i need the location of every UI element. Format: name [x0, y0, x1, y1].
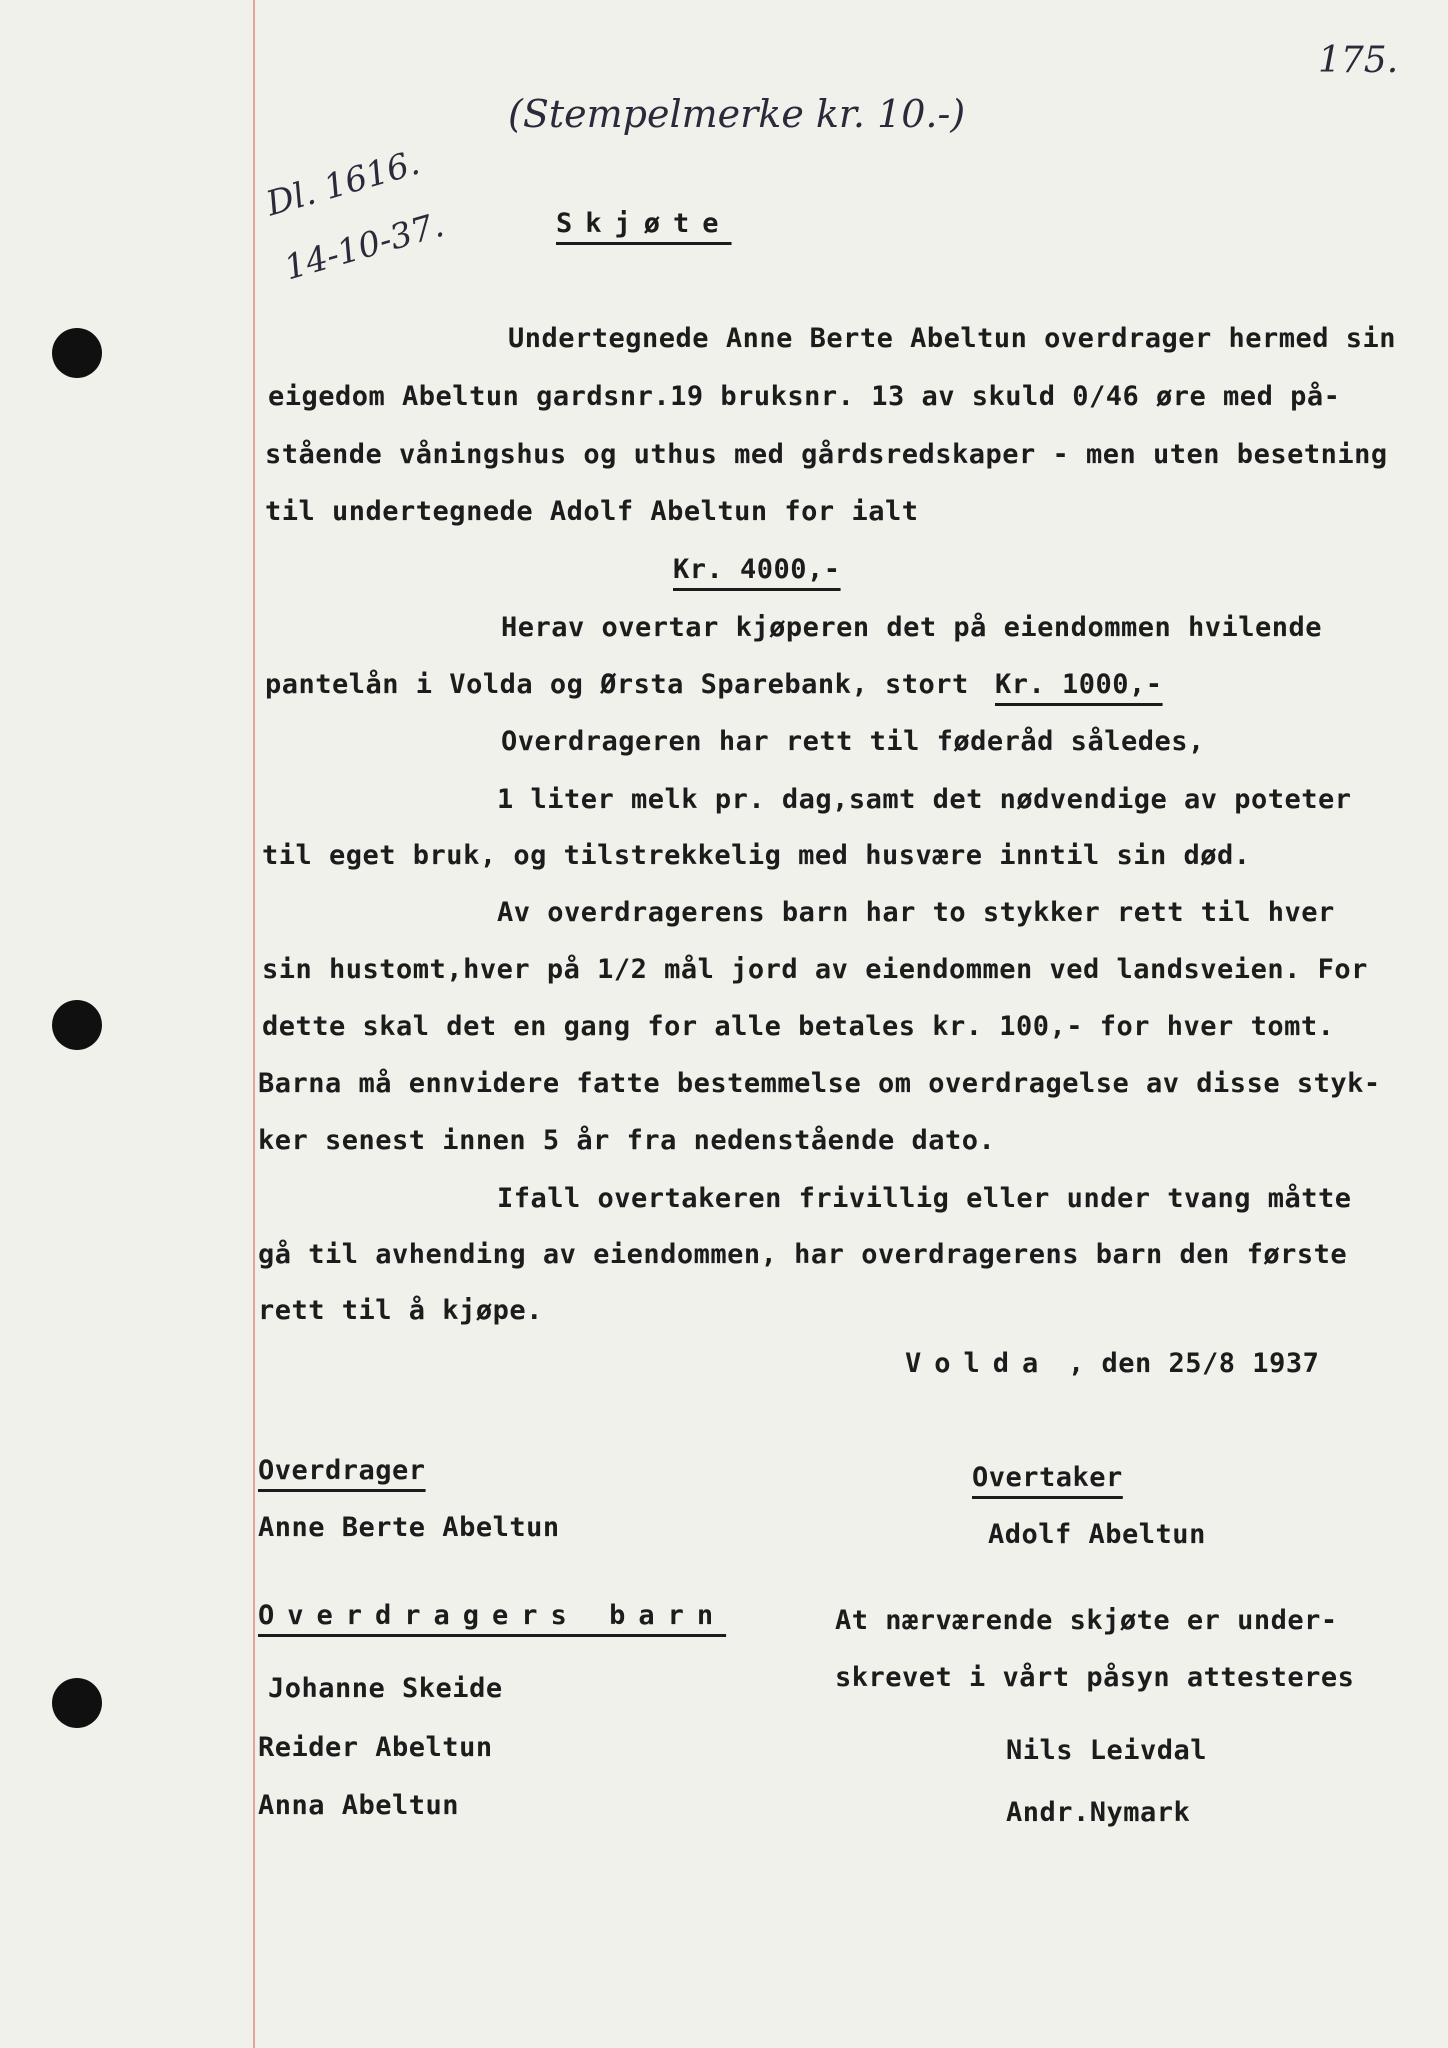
body-line: Ifall overtakeren frivillig eller under tvang måtte	[497, 1183, 1352, 1214]
overtaker-label: Overtaker	[972, 1462, 1123, 1493]
place: Volda	[905, 1348, 1052, 1379]
child-name: Reider Abeltun	[258, 1732, 493, 1763]
body-line: rett til å kjøpe.	[258, 1295, 543, 1326]
body-line: eigedom Abeltun gardsnr.19 bruksnr. 13 av skuld 0/46 øre med på-	[268, 381, 1341, 412]
body-line: sin hustomt,hver på 1/2 mål jord av eiendommen ved landsveien. For	[262, 954, 1368, 985]
child-name: Johanne Skeide	[268, 1673, 503, 1704]
body-line: ker senest innen 5 år fra nedenstående dato.	[258, 1125, 996, 1156]
stamp-note: (Stempelmerke kr. 10.-)	[508, 92, 966, 136]
body-line: Barna må ennvidere fatte bestemmelse om overdragelse av disse styk-	[258, 1068, 1381, 1099]
children-label: Overdragers barn	[258, 1600, 727, 1631]
attest-line: At nærværende skjøte er under-	[835, 1605, 1338, 1636]
punch-hole	[52, 1000, 102, 1050]
witness-name: Nils Leivdal	[1006, 1735, 1208, 1766]
document-title: Skjøte	[556, 208, 732, 239]
loan-amount: Kr. 1000,-	[995, 669, 1163, 700]
body-line: Av overdragerens barn har to stykker rett til hver	[497, 897, 1335, 928]
date: , den 25/8 1937	[1068, 1348, 1320, 1379]
body-line: Overdrageren har rett til føderåd således,	[501, 726, 1205, 757]
attest-line: skrevet i vårt påsyn attesteres	[835, 1662, 1355, 1693]
body-line: pantelån i Volda og Ørsta Sparebank, stort	[265, 669, 969, 700]
registry-date: 14-10-37.	[280, 204, 449, 289]
punch-hole	[52, 1678, 102, 1728]
witness-name: Andr.Nymark	[1006, 1797, 1191, 1828]
body-line: gå til avhending av eiendommen, har overdragerens barn den første	[258, 1239, 1348, 1270]
body-line: til undertegnede Adolf Abeltun for ialt	[265, 496, 919, 527]
registry-number: Dl. 1616.	[262, 142, 425, 225]
overdrager-label: Overdrager	[258, 1455, 426, 1486]
body-line: Undertegnede Anne Berte Abeltun overdrager hermed sin	[508, 323, 1397, 354]
overtaker-name: Adolf Abeltun	[988, 1519, 1206, 1550]
punch-hole	[52, 328, 102, 378]
body-line: til eget bruk, og tilstrekkelig med husvære inntil sin død.	[262, 840, 1251, 871]
body-line: dette skal det en gang for alle betales kr. 100,- for hver tomt.	[262, 1011, 1335, 1042]
child-name: Anna Abeltun	[258, 1790, 460, 1821]
body-line: 1 liter melk pr. dag,samt det nødvendige av poteter	[497, 784, 1352, 815]
body-line: Herav overtar kjøperen det på eiendommen hvilende	[501, 612, 1323, 643]
page-number: 175.	[1318, 40, 1399, 81]
overdrager-name: Anne Berte Abeltun	[258, 1512, 560, 1543]
price: Kr. 4000,-	[673, 554, 841, 585]
margin-rule	[253, 0, 255, 2048]
body-line: stående våningshus og uthus med gårdsredskaper - men uten besetning	[265, 439, 1388, 470]
